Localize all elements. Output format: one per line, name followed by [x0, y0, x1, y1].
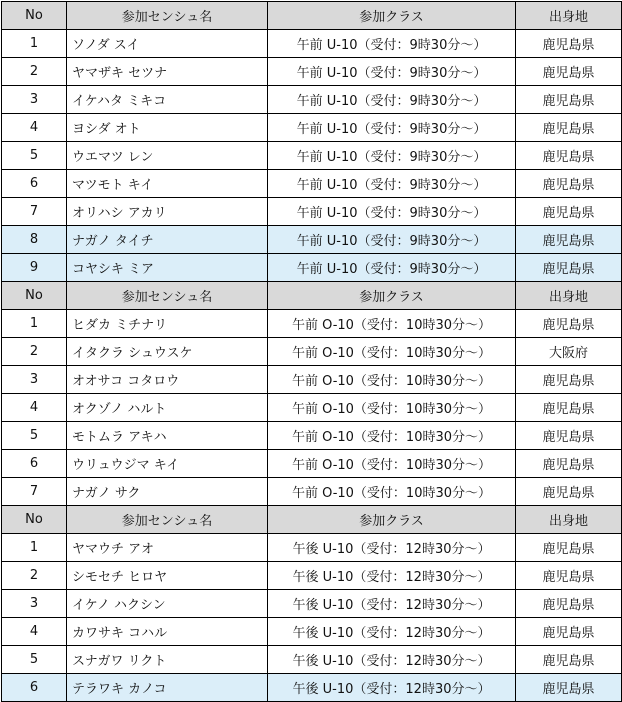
- cell-origin: 鹿児島県: [516, 562, 622, 590]
- cell-no: 6: [2, 674, 67, 702]
- cell-name: オリハシ アカリ: [67, 198, 268, 226]
- table-row: [2, 226, 622, 254]
- cell-no: 6: [2, 450, 67, 478]
- table-row: [2, 58, 622, 86]
- section-header-row: [2, 282, 622, 310]
- table-row: [2, 142, 622, 170]
- cell-name: イケノ ハクシン: [67, 590, 268, 618]
- table-row: [2, 478, 622, 506]
- header-origin: 出身地: [516, 282, 622, 310]
- cell-origin: 鹿児島県: [516, 590, 622, 618]
- table-row: [2, 394, 622, 422]
- table-row: [2, 114, 622, 142]
- table-row: [2, 338, 622, 366]
- table-row: [2, 422, 622, 450]
- cell-class: 午前 U-10（受付：9時30分〜）: [268, 226, 516, 254]
- cell-no: 1: [2, 30, 67, 58]
- cell-name: テラワキ カノコ: [67, 674, 268, 702]
- cell-name: ヒダカ ミチナリ: [67, 310, 268, 338]
- cell-name: ナガノ タイチ: [67, 226, 268, 254]
- cell-no: 5: [2, 646, 67, 674]
- cell-class: 午前 O-10（受付：10時30分〜）: [268, 478, 516, 506]
- header-class: 参加クラス: [268, 506, 516, 534]
- cell-origin: 鹿児島県: [516, 142, 622, 170]
- cell-name: イケハタ ミキコ: [67, 86, 268, 114]
- table-row: [2, 254, 622, 282]
- cell-name: ウエマツ レン: [67, 142, 268, 170]
- cell-no: 7: [2, 198, 67, 226]
- cell-no: 2: [2, 58, 67, 86]
- header-no: No: [2, 2, 67, 30]
- table-row: [2, 198, 622, 226]
- cell-class: 午前 O-10（受付：10時30分〜）: [268, 394, 516, 422]
- cell-origin: 鹿児島県: [516, 114, 622, 142]
- header-name: 参加センシュ名: [67, 2, 268, 30]
- cell-no: 4: [2, 394, 67, 422]
- participant-table: [1, 1, 622, 702]
- cell-no: 4: [2, 114, 67, 142]
- cell-no: 9: [2, 254, 67, 282]
- table-row: [2, 562, 622, 590]
- header-name: 参加センシュ名: [67, 282, 268, 310]
- table-row: [2, 674, 622, 702]
- participant-table-body: [2, 2, 622, 702]
- cell-no: 1: [2, 534, 67, 562]
- cell-class: 午前 U-10（受付：9時30分〜）: [268, 30, 516, 58]
- header-no: No: [2, 282, 67, 310]
- cell-class: 午前 O-10（受付：10時30分〜）: [268, 310, 516, 338]
- cell-class: 午前 U-10（受付：9時30分〜）: [268, 254, 516, 282]
- cell-origin: 大阪府: [516, 338, 622, 366]
- cell-class: 午前 U-10（受付：9時30分〜）: [268, 198, 516, 226]
- cell-origin: 鹿児島県: [516, 198, 622, 226]
- cell-class: 午前 O-10（受付：10時30分〜）: [268, 338, 516, 366]
- header-no: No: [2, 506, 67, 534]
- cell-no: 6: [2, 170, 67, 198]
- cell-origin: 鹿児島県: [516, 422, 622, 450]
- cell-no: 2: [2, 562, 67, 590]
- cell-class: 午後 U-10（受付：12時30分〜）: [268, 534, 516, 562]
- cell-no: 7: [2, 478, 67, 506]
- cell-class: 午後 U-10（受付：12時30分〜）: [268, 618, 516, 646]
- header-name: 参加センシュ名: [67, 506, 268, 534]
- cell-origin: 鹿児島県: [516, 478, 622, 506]
- table-row: [2, 534, 622, 562]
- cell-class: 午前 O-10（受付：10時30分〜）: [268, 450, 516, 478]
- cell-no: 8: [2, 226, 67, 254]
- cell-name: ヤマウチ アオ: [67, 534, 268, 562]
- cell-class: 午前 O-10（受付：10時30分〜）: [268, 366, 516, 394]
- cell-name: コヤシキ ミア: [67, 254, 268, 282]
- table-row: [2, 310, 622, 338]
- cell-class: 午前 U-10（受付：9時30分〜）: [268, 58, 516, 86]
- cell-origin: 鹿児島県: [516, 618, 622, 646]
- cell-origin: 鹿児島県: [516, 450, 622, 478]
- cell-class: 午後 U-10（受付：12時30分〜）: [268, 562, 516, 590]
- cell-origin: 鹿児島県: [516, 646, 622, 674]
- cell-name: オオサコ コタロウ: [67, 366, 268, 394]
- cell-name: ヤマザキ セツナ: [67, 58, 268, 86]
- cell-name: ヨシダ オト: [67, 114, 268, 142]
- cell-origin: 鹿児島県: [516, 30, 622, 58]
- cell-origin: 鹿児島県: [516, 394, 622, 422]
- cell-name: モトムラ アキハ: [67, 422, 268, 450]
- section-header-row: [2, 506, 622, 534]
- cell-origin: 鹿児島県: [516, 86, 622, 114]
- cell-class: 午前 U-10（受付：9時30分〜）: [268, 86, 516, 114]
- table-row: [2, 590, 622, 618]
- table-row: [2, 618, 622, 646]
- cell-name: イタクラ シュウスケ: [67, 338, 268, 366]
- cell-no: 5: [2, 422, 67, 450]
- cell-name: スナガワ リクト: [67, 646, 268, 674]
- cell-no: 4: [2, 618, 67, 646]
- cell-origin: 鹿児島県: [516, 674, 622, 702]
- cell-no: 1: [2, 310, 67, 338]
- header-class: 参加クラス: [268, 2, 516, 30]
- section-header-row: [2, 2, 622, 30]
- cell-origin: 鹿児島県: [516, 58, 622, 86]
- header-origin: 出身地: [516, 506, 622, 534]
- cell-origin: 鹿児島県: [516, 170, 622, 198]
- cell-class: 午前 U-10（受付：9時30分〜）: [268, 142, 516, 170]
- cell-name: ウリュウジマ キイ: [67, 450, 268, 478]
- cell-no: 3: [2, 590, 67, 618]
- table-row: [2, 450, 622, 478]
- cell-class: 午後 U-10（受付：12時30分〜）: [268, 674, 516, 702]
- cell-name: オクゾノ ハルト: [67, 394, 268, 422]
- cell-class: 午前 O-10（受付：10時30分〜）: [268, 422, 516, 450]
- cell-no: 2: [2, 338, 67, 366]
- table-row: [2, 646, 622, 674]
- cell-name: シモセチ ヒロヤ: [67, 562, 268, 590]
- header-class: 参加クラス: [268, 282, 516, 310]
- cell-no: 3: [2, 366, 67, 394]
- cell-name: カワサキ コハル: [67, 618, 268, 646]
- cell-class: 午後 U-10（受付：12時30分〜）: [268, 590, 516, 618]
- cell-class: 午後 U-10（受付：12時30分〜）: [268, 646, 516, 674]
- table-row: [2, 366, 622, 394]
- cell-no: 5: [2, 142, 67, 170]
- cell-origin: 鹿児島県: [516, 534, 622, 562]
- table-row: [2, 170, 622, 198]
- cell-no: 3: [2, 86, 67, 114]
- table-row: [2, 30, 622, 58]
- cell-name: マツモト キイ: [67, 170, 268, 198]
- table-row: [2, 86, 622, 114]
- cell-name: ナガノ サク: [67, 478, 268, 506]
- cell-class: 午前 U-10（受付：9時30分〜）: [268, 170, 516, 198]
- cell-name: ソノダ スイ: [67, 30, 268, 58]
- cell-origin: 鹿児島県: [516, 226, 622, 254]
- cell-origin: 鹿児島県: [516, 366, 622, 394]
- cell-origin: 鹿児島県: [516, 310, 622, 338]
- header-origin: 出身地: [516, 2, 622, 30]
- cell-origin: 鹿児島県: [516, 254, 622, 282]
- cell-class: 午前 U-10（受付：9時30分〜）: [268, 114, 516, 142]
